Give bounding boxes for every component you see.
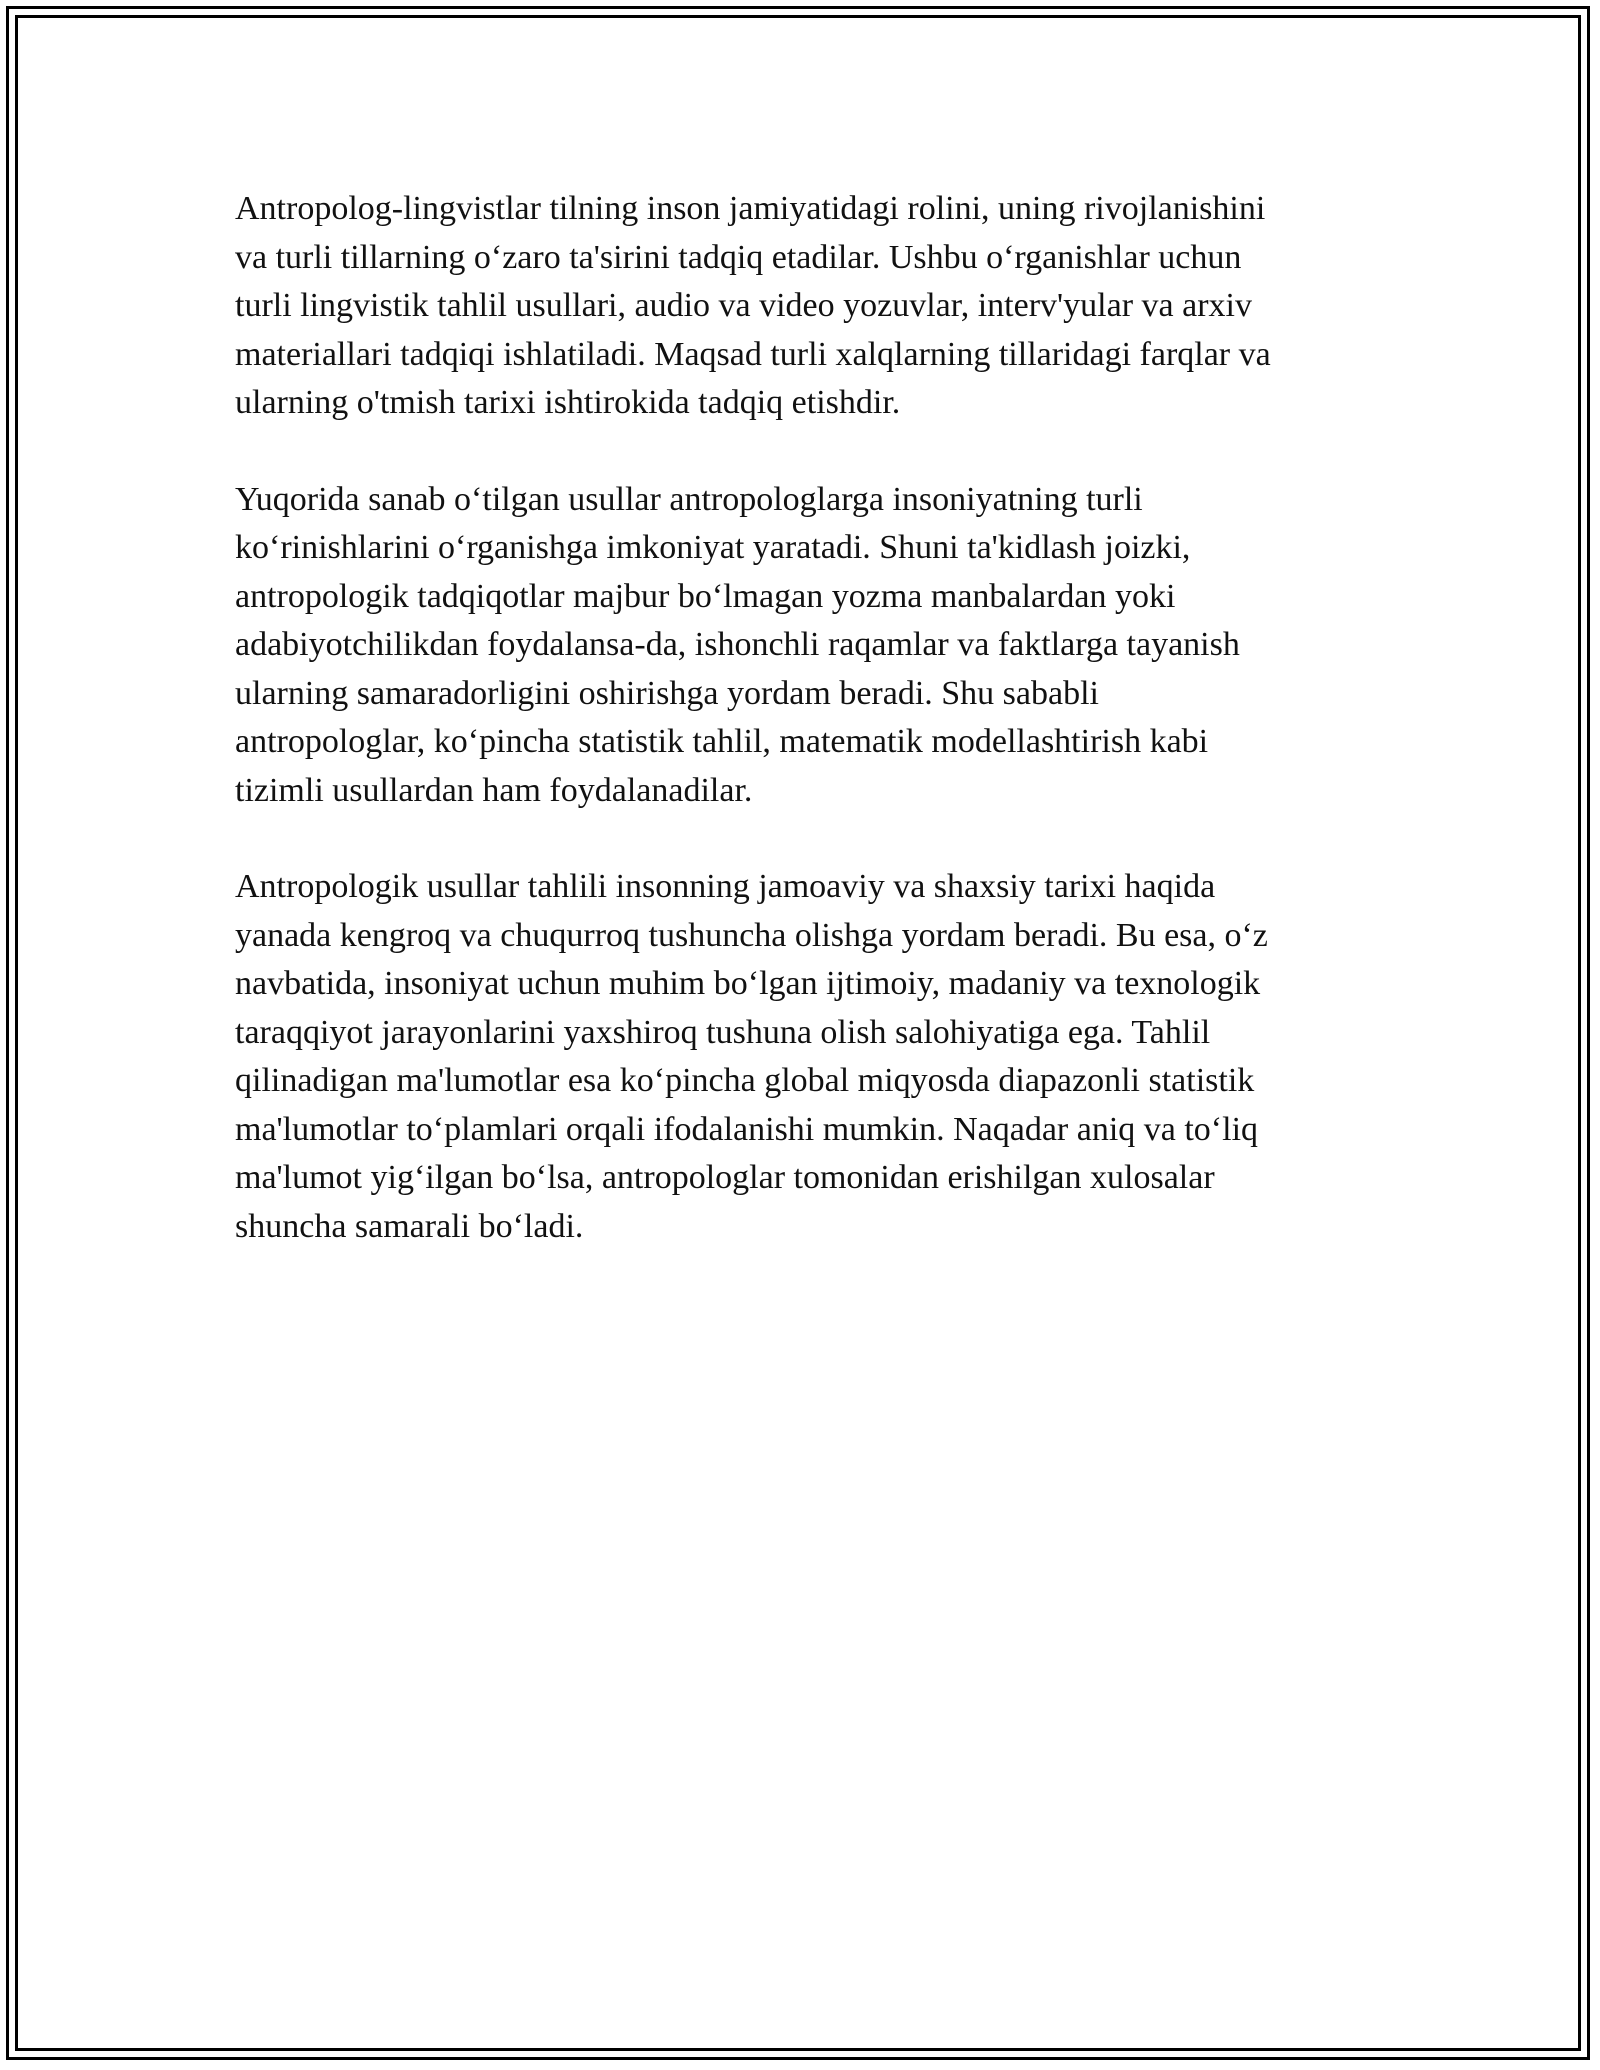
- paragraph-line: Antropolog-lingvistlar tilning inson jamiyatidagi rolini, uning rivojlanishini: [235, 190, 1266, 227]
- paragraph-line: ularning samaradorligini oshirishga yordam beradi. Shu sababli: [235, 674, 1099, 712]
- paragraph-line: navbatida, insoniyat uchun muhim bo‘lgan ijtimoiy, madaniy va texnologik: [235, 965, 1261, 1002]
- paragraph-line: Antropologik usullar tahlili insonning jamoaviy va shaxsiy tarixi haqida: [235, 868, 1216, 905]
- paragraph-line: ma'lumotlar to‘plamlari orqali ifodalanishi mumkin. Naqadar aniq va to‘liq: [235, 1110, 1259, 1148]
- paragraph-line: antropologik tadqiqotlar majbur bo‘lmagan yozma manbalardan yoki: [235, 577, 1176, 615]
- paragraph-line: adabiyotchilikdan foydalansa-da, ishonchli raqamlar va faktlarga tayanish: [235, 626, 1240, 663]
- paragraph-line: turli lingvistik tahlil usullari, audio va video yozuvlar, interv'yular va arxiv: [235, 287, 1252, 324]
- paragraph-2: [235, 476, 1355, 816]
- paragraph-line: materiallari tadqiqi ishlatiladi. Maqsad turli xalqlarning tillaridagi farqlar va: [235, 335, 1271, 373]
- paragraph-line: ko‘rinishlarini o‘rganishga imkoniyat yaratadi. Shuni ta'kidlash joizki,: [235, 529, 1191, 566]
- paragraph-line: tizimli usullardan ham foydalanadilar.: [235, 771, 753, 809]
- document-body: [235, 185, 1355, 1299]
- paragraph-line: yanada kengroq va chuqurroq tushuncha olishga yordam beradi. Bu esa, o‘z: [235, 916, 1268, 954]
- paragraph-line: ularning o'tmish tarixi ishtirokida tadqiq etishdir.: [235, 384, 901, 421]
- paragraph-line: antropologlar, ko‘pincha statistik tahlil, matematik modellashtirish kabi: [235, 723, 1209, 760]
- paragraph-3: [235, 863, 1355, 1251]
- paragraph-line: taraqqiyot jarayonlarini yaxshiroq tushuna olish salohiyatiga ega. Tahlil: [235, 1013, 1211, 1051]
- paragraph-line: shuncha samarali bo‘ladi.: [235, 1207, 584, 1245]
- paragraph-line: ma'lumot yig‘ilgan bo‘lsa, antropologlar tomonidan erishilgan xulosalar: [235, 1159, 1215, 1196]
- paragraph-line: Yuqorida sanab o‘tilgan usullar antropologlarga insoniyatning turli: [235, 480, 1143, 518]
- paragraph-1: [235, 185, 1355, 428]
- paragraph-line: va turli tillarning o‘zaro ta'sirini tadqiq etadilar. Ushbu o‘rganishlar uchun: [235, 238, 1242, 276]
- paragraph-line: qilinadigan ma'lumotlar esa ko‘pincha global miqyosda diapazonli statistik: [235, 1062, 1255, 1099]
